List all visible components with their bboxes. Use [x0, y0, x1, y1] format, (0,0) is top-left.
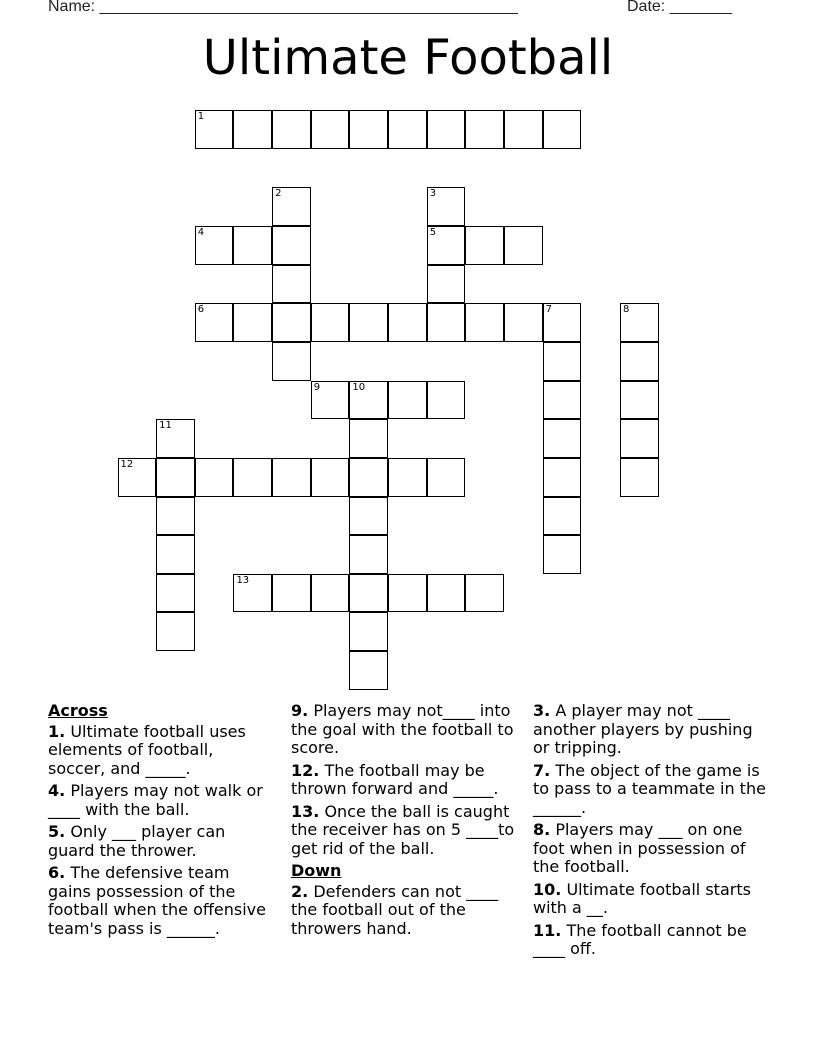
- cell-number: 6: [197, 304, 205, 316]
- clue-text: Players may ___ on one foot when in possession of the football.: [533, 820, 746, 876]
- grid-cell[interactable]: [465, 574, 504, 613]
- grid-cell[interactable]: [349, 535, 388, 574]
- grid-cell[interactable]: [543, 342, 582, 381]
- cell-number: 11: [159, 420, 172, 432]
- cell-number: 3: [429, 188, 437, 200]
- cell-number: 13: [236, 574, 250, 586]
- grid-cell[interactable]: [272, 574, 311, 613]
- grid-cell[interactable]: [349, 458, 388, 497]
- grid-cell[interactable]: [233, 574, 272, 613]
- grid-cell[interactable]: [195, 458, 234, 497]
- grid-cell[interactable]: [543, 303, 582, 342]
- grid-cell[interactable]: [465, 226, 504, 265]
- grid-cell[interactable]: [620, 303, 659, 342]
- grid-cell[interactable]: [504, 226, 543, 265]
- grid-cell[interactable]: [272, 342, 311, 381]
- across-clue-4: [48, 782, 273, 819]
- grid-cell[interactable]: [465, 110, 504, 149]
- clues-column-2: [291, 702, 526, 942]
- across-clue-9: [291, 702, 526, 758]
- down-heading: Down: [291, 861, 342, 880]
- clue-number: 7.: [533, 760, 551, 780]
- across-clue-13: [291, 803, 526, 859]
- grid-cell[interactable]: [620, 458, 659, 497]
- clues-column-1: [48, 702, 273, 942]
- grid-cell[interactable]: [543, 419, 582, 458]
- cell-number: 5: [429, 226, 437, 238]
- cell-number: 9: [313, 381, 321, 393]
- down-clue-7: [533, 762, 773, 818]
- cell-number: 4: [197, 226, 205, 238]
- grid-cell[interactable]: [195, 226, 234, 265]
- grid-cell[interactable]: [620, 419, 659, 458]
- grid-cell[interactable]: [272, 187, 311, 226]
- grid-cell[interactable]: [272, 226, 311, 265]
- grid-cell[interactable]: [118, 458, 157, 497]
- grid-cell[interactable]: [311, 303, 350, 342]
- across-clue-1: [48, 723, 273, 779]
- grid-cell[interactable]: [388, 458, 427, 497]
- grid-cell[interactable]: [543, 110, 582, 149]
- grid-cell[interactable]: [427, 226, 466, 265]
- down-clue-8: [533, 821, 773, 877]
- cell-number: 2: [275, 188, 282, 200]
- grid-cell[interactable]: [156, 419, 195, 458]
- clue-number: 5.: [48, 822, 66, 841]
- clue-number: 8.: [533, 820, 551, 839]
- grid-cell[interactable]: [233, 458, 272, 497]
- grid-cell[interactable]: [349, 574, 388, 613]
- clue-number: 12.: [291, 760, 320, 780]
- grid-cell[interactable]: [272, 303, 311, 342]
- grid-cell[interactable]: [543, 497, 582, 536]
- clue-text: The defensive team gains possession of the football when the offensive team's pass is ______.: [48, 863, 266, 938]
- clue-number: 4.: [48, 781, 66, 800]
- grid-cell[interactable]: [427, 265, 466, 304]
- across-clue-12: [291, 762, 526, 799]
- clue-number: 3.: [533, 701, 551, 720]
- grid-cell[interactable]: [504, 303, 543, 342]
- grid-cell[interactable]: [156, 574, 195, 613]
- clue-text: Ultimate football starts with a __.: [533, 879, 751, 917]
- grid-cell[interactable]: [504, 110, 543, 149]
- clue-text: Only ___ player can guard the thrower.: [48, 822, 226, 860]
- grid-cell[interactable]: [156, 612, 195, 651]
- grid-cell[interactable]: [349, 612, 388, 651]
- clues-column-3: [533, 702, 773, 963]
- clue-text: The object of the game is to pass to a teammate in the ______.: [533, 760, 766, 817]
- grid-cell[interactable]: [272, 110, 311, 149]
- cell-number: 12: [120, 458, 134, 470]
- grid-cell[interactable]: [272, 458, 311, 497]
- grid-cell[interactable]: [620, 381, 659, 420]
- grid-cell[interactable]: [388, 574, 427, 613]
- grid-cell[interactable]: [195, 110, 234, 149]
- grid-cell[interactable]: [620, 342, 659, 381]
- grid-cell[interactable]: [156, 535, 195, 574]
- grid-cell[interactable]: [349, 381, 388, 420]
- grid-cell[interactable]: [388, 110, 427, 149]
- clue-number: 10.: [533, 879, 562, 899]
- clue-number: 13.: [291, 801, 320, 821]
- clue-text: The football cannot be ____ off.: [533, 920, 747, 958]
- grid-cell[interactable]: [349, 651, 388, 690]
- grid-cell[interactable]: [427, 458, 466, 497]
- grid-cell[interactable]: [427, 303, 466, 342]
- down-clue-11: [533, 922, 773, 959]
- cell-number: 8: [622, 304, 630, 316]
- grid-cell[interactable]: [233, 226, 272, 265]
- clue-number: 1.: [48, 721, 66, 741]
- grid-cell[interactable]: [349, 419, 388, 458]
- across-clue-6: [48, 864, 273, 938]
- clue-text: Players may not____ into the goal with the football to score.: [291, 701, 514, 757]
- grid-cell[interactable]: [388, 381, 427, 420]
- grid-cell[interactable]: [427, 110, 466, 149]
- clue-number: 2.: [291, 881, 309, 901]
- cell-number: 7: [545, 304, 553, 316]
- grid-cell[interactable]: [156, 497, 195, 536]
- grid-cell[interactable]: [543, 381, 582, 420]
- clue-text: Defenders can not ____ the football out of the throwers hand.: [291, 881, 499, 938]
- grid-cell[interactable]: [233, 303, 272, 342]
- grid-cell[interactable]: [311, 110, 350, 149]
- clue-text: Ultimate football uses elements of football, soccer, and _____.: [48, 721, 246, 778]
- cell-number: 1: [197, 111, 205, 122]
- date-field[interactable]: Date: _______: [627, 0, 732, 15]
- down-clue-2: [291, 883, 526, 939]
- grid-cell[interactable]: [349, 110, 388, 149]
- down-clue-10: [533, 881, 773, 918]
- grid-cell[interactable]: [427, 187, 466, 226]
- clue-text: Players may not walk or ____ with the ball.: [48, 781, 263, 819]
- grid-cell[interactable]: [349, 303, 388, 342]
- page-title: Ultimate Football: [202, 30, 614, 86]
- grid-cell[interactable]: [388, 303, 427, 342]
- cell-number: 10: [352, 381, 366, 393]
- grid-cell[interactable]: [311, 574, 350, 613]
- grid-cell[interactable]: [427, 574, 466, 613]
- clue-text: Once the ball is caught the receiver has on 5 ____to get rid of the ball.: [291, 801, 515, 858]
- grid-cell[interactable]: [465, 303, 504, 342]
- clue-text: The football may be thrown forward and _____.: [291, 760, 499, 798]
- grid-cell[interactable]: [195, 303, 234, 342]
- grid-cell[interactable]: [311, 458, 350, 497]
- grid-cell[interactable]: [349, 497, 388, 536]
- grid-cell[interactable]: [427, 381, 466, 420]
- across-heading: Across: [48, 701, 108, 720]
- grid-cell[interactable]: [156, 458, 195, 497]
- grid-cell[interactable]: [311, 381, 350, 420]
- clue-number: 6.: [48, 863, 66, 882]
- grid-cell[interactable]: [233, 110, 272, 149]
- clue-text: A player may not ____ another players by pushing or tripping.: [533, 701, 753, 757]
- clue-number: 11.: [533, 920, 562, 940]
- clue-number: 9.: [291, 701, 309, 720]
- grid-cell[interactable]: [543, 535, 582, 574]
- grid-cell[interactable]: [272, 265, 311, 304]
- across-clue-5: [48, 823, 273, 860]
- grid-cell[interactable]: [543, 458, 582, 497]
- name-field[interactable]: Name: _______________________________________________: [48, 0, 518, 15]
- down-clue-3: [533, 702, 773, 758]
